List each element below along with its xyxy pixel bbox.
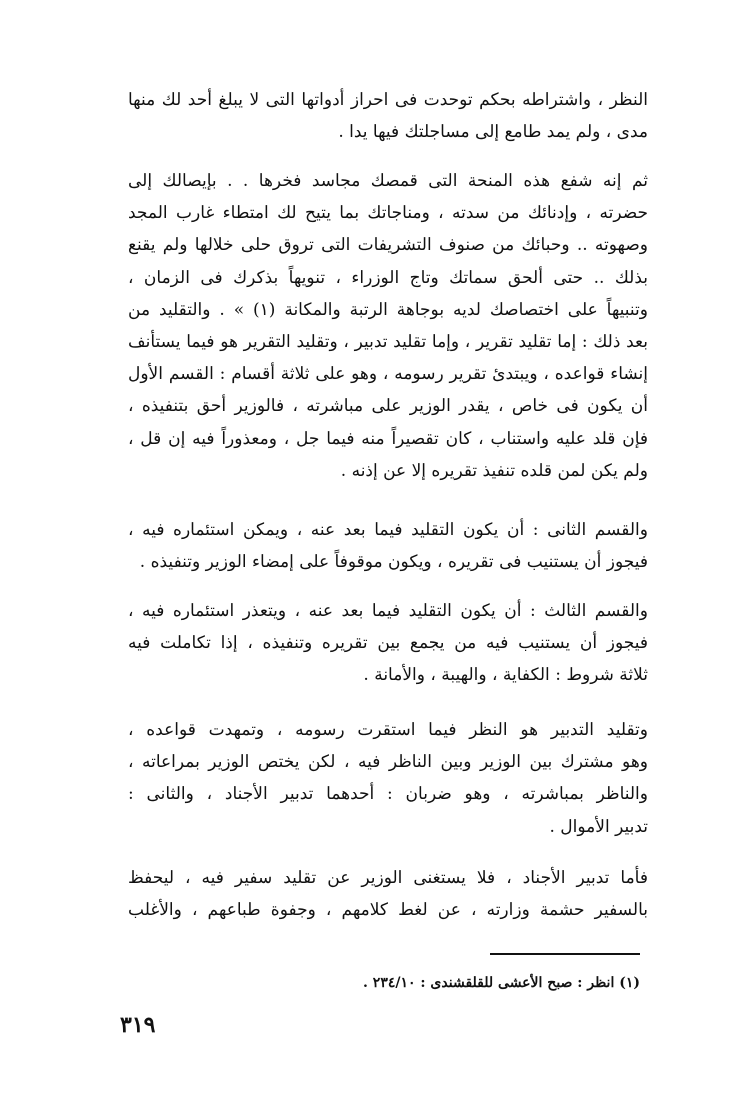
text-line: وتقليد التدبير هو النظر فيما استقرت رسومه ، وتمهدت قواعده ، xyxy=(128,720,648,740)
text-line: حضرته ، وإدنائك من سدته ، ومناجاتك بما يتيح لك امتطاء غارب المجد xyxy=(128,203,648,224)
text-line: فيجوز أن يستنيب فيه من يجمع بين تقريره وتنفيذه ، إذا تكاملت فيه xyxy=(128,633,648,654)
paragraph xyxy=(128,84,648,148)
text-line: والناظر بمباشرته ، وهو ضربان : أحدهما تدبير الأجناد ، والثانى : xyxy=(128,784,648,805)
text-line: إنشاء قواعده ، ويبتدئ تقرير رسومه ، وهو على ثلاثة أقسام : القسم الأول xyxy=(128,364,648,385)
text-line: بالسفير حشمة وزارته ، عن لغط كلامهم ، وجفوة طباعهم ، والأغلب xyxy=(128,900,648,921)
text-line: والقسم الثالث : أن يكون التقليد فيما بعد عنه ، ويتعذر استئماره فيه ، xyxy=(128,601,648,621)
text-line: أن يكون فى خاص ، يقدر الوزير على مباشرته ، فالوزير أحق بتنفيذه ، xyxy=(128,396,648,417)
text-line: النظر ، واشتراطه بحكم توحدت فى احراز أدواتها التى لا يبلغ أحد لك منها xyxy=(128,90,648,110)
text-line: ولم يكن لمن قلده تنفيذ تقريره إلا عن إذنه . xyxy=(340,460,648,481)
text-line: والقسم الثانى : أن يكون التقليد فيما بعد عنه ، ويمكن استئماره فيه ، xyxy=(128,520,648,540)
text-line: وتنبيهاً على اختصاصك لديه بوجاهة الرتبة والمكانة (١) » . والتقليد من xyxy=(128,299,648,320)
footnote-divider xyxy=(490,953,640,955)
paragraph xyxy=(128,595,648,692)
footnote: (١) انظر : صبح الأعشى للقلقشندى : ٢٣٤/١٠ . xyxy=(363,975,640,991)
text-line: فأما تدبير الأجناد ، فلا يستغنى الوزير عن تقليد سفير فيه ، ليحفظ xyxy=(128,868,648,888)
text-line: مدى ، ولم يمد طامع إلى مساجلتك فيها يدا . xyxy=(338,122,648,143)
paragraph xyxy=(128,714,648,843)
paragraph xyxy=(128,165,648,487)
page-number: ٣١٩ xyxy=(120,1012,156,1038)
paragraph xyxy=(128,862,648,926)
text-line: بذلك .. حتى ألحق سماتك وتاج الوزراء ، تنويهاً بذكرك فى الزمان ، xyxy=(128,267,648,288)
text-line: بعد ذلك : إما تقليد تقرير ، وإما تقليد تدبير ، وتقليد التقرير هو فيما يستأنف xyxy=(128,332,648,353)
text-line: ثم إنه شفع هذه المنحة التى قمصك مجاسد فخرها . . بإيصالك إلى xyxy=(128,171,648,191)
text-line: فإن قلد عليه واستناب ، كان تقصيراً منه فيما جل ، ومعذوراً فيه إن قل ، xyxy=(128,428,648,449)
text-line: فيجوز أن يستنيب فى تقريره ، ويكون موقوفاً على إمضاء الوزير وتنفيذه . xyxy=(139,552,648,573)
text-line: ثلاثة شروط : الكفاية ، والهيبة ، والأمانة . xyxy=(363,665,648,686)
text-line: وهو مشترك بين الوزير وبين الناظر فيه ، لكن يختص الوزير بمراعاته ، xyxy=(128,752,648,773)
text-line: وصهوته .. وحبائك من صنوف التشريفات التى تروق حلى خلالها ولم يقنع xyxy=(128,235,648,256)
text-line: تدبير الأموال . xyxy=(549,816,648,837)
paragraph xyxy=(128,514,648,578)
